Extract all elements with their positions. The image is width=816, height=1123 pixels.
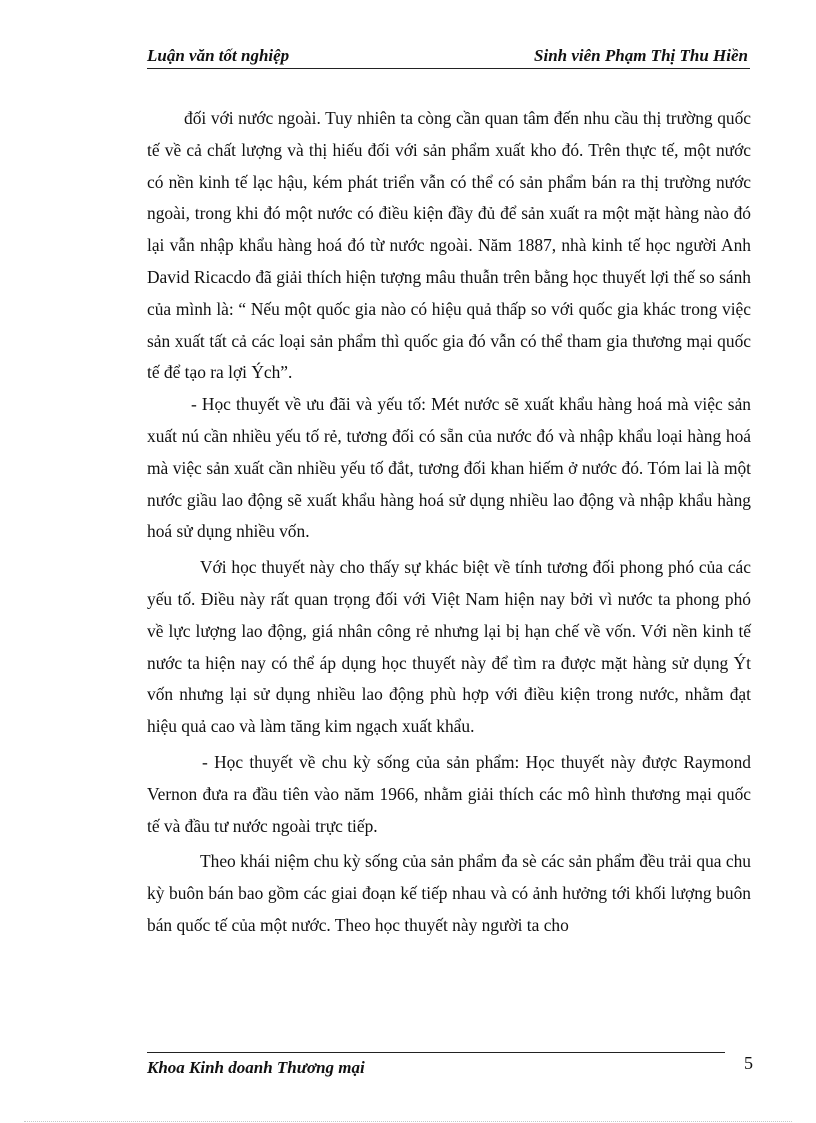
- header-student-name: Sinh viên Phạm Thị Thu Hiền: [534, 46, 748, 65]
- paragraph-product-life-cycle: - Học thuyết về chu kỳ sống của sản phẩm: Học thuyết này được Raymond Vernon đưa ra đầu tiên vào năm 1966, nhằm giải thích các mô hình thương mại quốc tế và đầu tư nước ngoài trực tiếp.: [147, 751, 751, 836]
- page-bottom-edge: [24, 1121, 792, 1122]
- paragraph-factor-endowment: - Học thuyết về ưu đãi và yếu tố: Mét nước sẽ xuất khẩu hàng hoá mà việc sản xuất nú cần nhiều yếu tố rẻ, tương đối có sẵn của nước đó và nhập khẩu loại hàng hoá mà việc sản xuất cần nhiều yếu tố đắt, tương đối khan hiếm ở nước đó. Tóm lai là một nước giầu lao động sẽ xuất khẩu hàng hoá sử dụng nhiều lao động và nhập khẩu hàng hoá sử dụng nhiều vốn.: [147, 394, 751, 542]
- paragraph-vietnam-application: Với học thuyết này cho thấy sự khác biệt về tính tương đối phong phó của các yếu tố. Điều này rất quan trọng đối với Việt Nam hiện nay bởi vì nước ta phong phó về lực lượng lao động, giá nhân công rẻ nhưng lại bị hạn chế về vốn. Với nền kinh tế nước ta hiện nay có thể áp dụng học thuyết này để tìm ra được mặt hàng sử dụng Ýt vốn nhưng lại sử dụng nhiều lao động phù hợp với điều kiện trong nước, nhằm đạt hiệu quả cao và làm tăng kim ngạch xuất khẩu.: [147, 557, 751, 737]
- page-header: [147, 44, 750, 66]
- paragraph-continuation: đối với nước ngoài. Tuy nhiên ta còng cần quan tâm đến nhu cầu thị trường quốc tế về cả chất lượng và thị hiếu đối với sản phẩm xuất kho đó. Trên thực tế, một nước có nền kinh tế lạc hậu, kém phát triển vẫn có thể có sản phẩm bán ra thị trường nước ngoài, trong khi đó một nước có điều kiện đầy đủ để sản xuất ra một mặt hàng nào đó lại vẫn nhập khẩu hàng hoá đó từ nước ngoài. Năm 1887, nhà kinh tế học người Anh David Ricacdo đã giải thích hiện tượng mâu thuẫn trên bằng học thuyết lợi thế so sánh của mình là: “ Nếu một quốc gia nào có hiệu quả thấp so với quốc gia khác trong việc sản xuất tất cả các loại sản phẩm thì quốc gia đó vẫn có thể tham gia thương mại quốc tế để tạo ra lợi Ých”.: [147, 108, 751, 383]
- footer-faculty: Khoa Kinh doanh Thương mại: [147, 1058, 365, 1077]
- header-thesis-title: Luận văn tốt nghiệp: [147, 46, 290, 65]
- body-text: [147, 103, 751, 942]
- footer-divider: [147, 1052, 725, 1053]
- page-number: 5: [744, 1053, 753, 1073]
- header-divider: [147, 68, 750, 69]
- paragraph-life-cycle-concept: Theo khái niệm chu kỳ sống của sản phẩm đa sè các sản phẩm đều trải qua chu kỳ buôn bán bao gồm các giai đoạn kế tiếp nhau và có ảnh hưởng tới khối lượng buôn bán quốc tế của một nước. Theo học thuyết này người ta cho: [147, 851, 751, 935]
